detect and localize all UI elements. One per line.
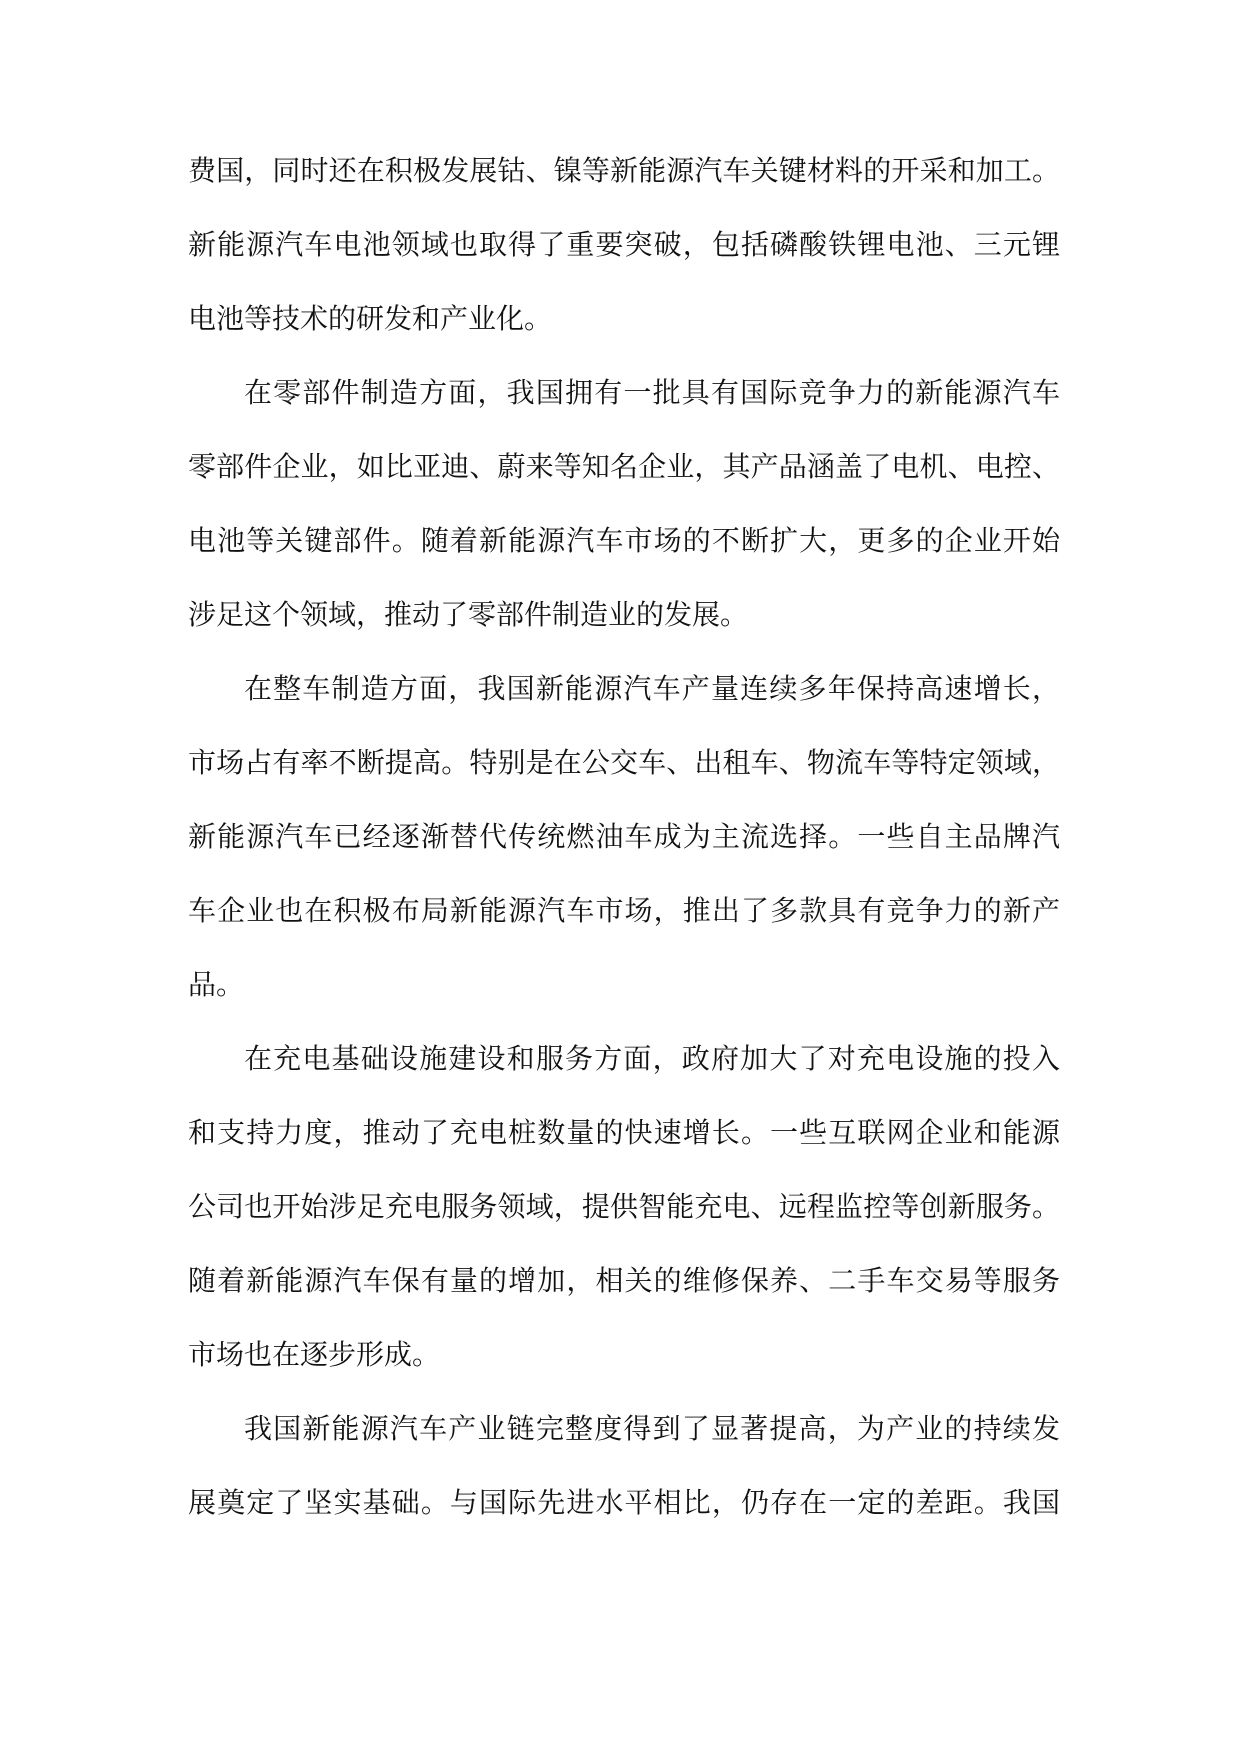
paragraph-1: [188, 134, 1060, 356]
text-line: 随着新能源汽车保有量的增加，相关的维修保养、二手车交易等服务: [188, 1264, 1060, 1297]
text-line: 在零部件制造方面，我国拥有一批具有国际竞争力的新能源汽车: [244, 376, 1060, 409]
paragraph-2: [188, 356, 1060, 652]
body-text: [188, 134, 1060, 1540]
paragraph-3: [188, 652, 1060, 1022]
text-line: 公司也开始涉足充电服务领域，提供智能充电、远程监控等创新服务。: [188, 1190, 1060, 1223]
paragraph-5: [188, 1392, 1060, 1540]
paragraph-4: [188, 1022, 1060, 1392]
text-line: 在整车制造方面，我国新能源汽车产量连续多年保持高速增长，: [244, 672, 1060, 705]
text-line: 电池等关键部件。随着新能源汽车市场的不断扩大，更多的企业开始: [188, 524, 1060, 557]
text-line: 车企业也在积极布局新能源汽车市场，推出了多款具有竞争力的新产: [188, 894, 1060, 927]
text-line: 电池等技术的研发和产业化。: [188, 302, 553, 335]
text-line: 品。: [188, 968, 245, 1001]
text-line: 零部件企业，如比亚迪、蔚来等知名企业，其产品涵盖了电机、电控、: [188, 450, 1060, 483]
text-line: 新能源汽车电池领域也取得了重要突破，包括磷酸铁锂电池、三元锂: [188, 228, 1060, 261]
text-line: 我国新能源汽车产业链完整度得到了显著提高，为产业的持续发: [244, 1412, 1060, 1445]
text-line: 市场占有率不断提高。特别是在公交车、出租车、物流车等特定领域，: [188, 746, 1060, 779]
text-line: 市场也在逐步形成。: [188, 1338, 441, 1371]
text-line: 费国，同时还在积极发展钴、镍等新能源汽车关键材料的开采和加工。: [188, 154, 1060, 187]
text-line: 新能源汽车已经逐渐替代传统燃油车成为主流选择。一些自主品牌汽: [188, 820, 1060, 853]
text-line: 涉足这个领域，推动了零部件制造业的发展。: [188, 598, 749, 631]
text-line: 和支持力度，推动了充电桩数量的快速增长。一些互联网企业和能源: [188, 1116, 1060, 1149]
text-line: 在充电基础设施建设和服务方面，政府加大了对充电设施的投入: [244, 1042, 1060, 1075]
text-line: 展奠定了坚实基础。与国际先进水平相比，仍存在一定的差距。我国: [188, 1486, 1060, 1519]
